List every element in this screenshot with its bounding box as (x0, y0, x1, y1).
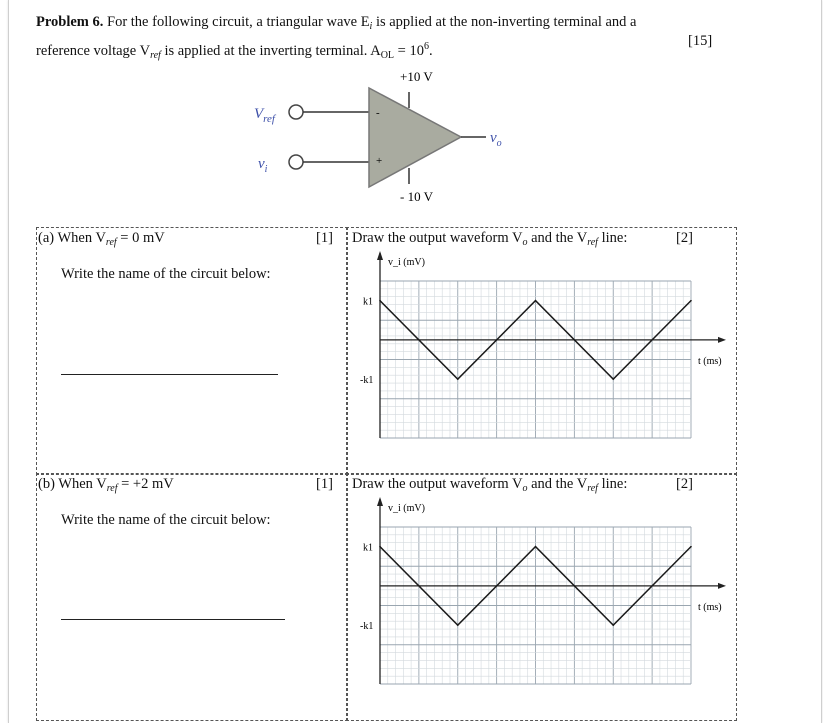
vo-label: $v_o$ (490, 130, 502, 149)
waveform-point (457, 624, 459, 626)
ytick-label: k1 (363, 542, 373, 554)
inverting-sign: - (376, 107, 380, 119)
vplus-label: +10 V (400, 69, 433, 84)
part-b-label: (b) When $V_{ref} = +2$ mV (38, 476, 174, 494)
part-b-prompt: Write the name of the circuit below: (61, 512, 271, 528)
part-a-draw-label: Draw the output waveform $V_o$ and the $V_{ref}$ line: (352, 230, 628, 248)
x-axis-arrow (718, 583, 726, 589)
vi-terminal (289, 155, 303, 169)
part-a-left-box (36, 227, 348, 475)
waveform-point (457, 378, 459, 380)
vref-terminal (289, 105, 303, 119)
statement-line-2: reference voltage $V_{ref}$ is applied at the inverting terminal. $A_{OL} = 10^6$. (36, 41, 433, 61)
part-b-graph[interactable] (346, 494, 735, 714)
waveform-point (690, 546, 692, 548)
problem-title: Problem 6. (36, 14, 104, 30)
waveform-point (690, 300, 692, 302)
part-b-marks: [1] (316, 476, 333, 492)
waveform-point (379, 546, 381, 548)
part-a-graph[interactable] (346, 248, 735, 468)
part-b-draw-marks: [2] (676, 476, 693, 492)
ytick-label: k1 (363, 296, 373, 308)
waveform-point (612, 624, 614, 626)
problem-statement (36, 12, 736, 66)
y-axis-arrow (377, 251, 383, 260)
part-a-prompt: Write the name of the circuit below: (61, 266, 271, 282)
opamp-triangle (369, 88, 461, 187)
part-b-answer-line[interactable] (61, 619, 285, 620)
opamp-circuit (250, 60, 550, 210)
vi-label: $v_i$ (258, 156, 268, 175)
y-axis-label: v_i (mV) (388, 503, 425, 514)
part-a-draw-marks: [2] (676, 230, 693, 246)
y-axis-arrow (377, 497, 383, 506)
part-b-left-box (36, 473, 348, 721)
problem-marks: [15] (688, 33, 713, 49)
part-a-marks: [1] (316, 230, 333, 246)
waveform-point (612, 378, 614, 380)
waveform-point (535, 300, 537, 302)
part-a-label: (a) When $V_{ref} = 0$ mV (38, 230, 165, 248)
waveform-point (379, 300, 381, 302)
part-a-answer-line[interactable] (61, 374, 278, 375)
part-b-draw-label: Draw the output waveform $V_o$ and the $V_{ref}$ line: (352, 476, 628, 494)
noninverting-sign: + (376, 155, 383, 167)
waveform-point (535, 546, 537, 548)
vminus-label: - 10 V (400, 189, 433, 204)
x-axis-label: t (ms) (698, 355, 722, 367)
x-axis-label: t (ms) (698, 601, 722, 613)
x-axis-arrow (718, 337, 726, 343)
ytick-label: -k1 (360, 621, 374, 633)
ytick-label: -k1 (360, 375, 374, 387)
vref-label: $V_{ref}$ (254, 106, 275, 125)
statement-line-1: Problem 6. For the following circuit, a triangular wave $E_i$ is applied at the non-inverting terminal and a (36, 14, 637, 32)
y-axis-label: v_i (mV) (388, 257, 425, 268)
